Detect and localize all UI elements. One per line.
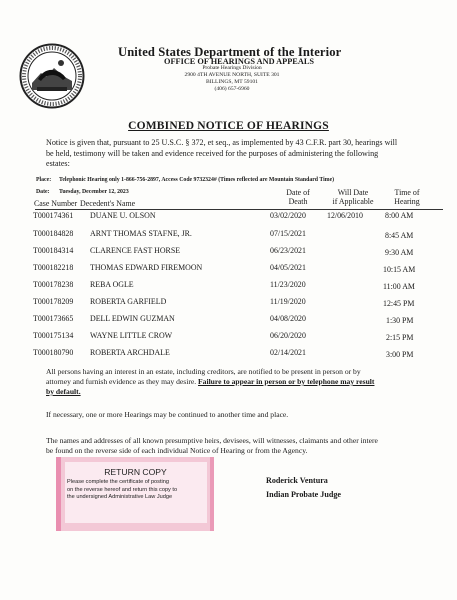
date-of-death: 11/23/2020	[270, 280, 306, 289]
decedent-name: ROBERTA ARCHDALE	[90, 348, 170, 357]
interested-persons-paragraph	[46, 367, 451, 397]
date-label: Date:	[36, 189, 50, 195]
default-warning: Failure to appear in person or by telephone may result	[198, 377, 375, 386]
judge-name: Roderick Ventura	[266, 476, 328, 485]
will-date: 12/06/2010	[327, 211, 363, 220]
header-will-date-line2: if Applicable	[332, 197, 374, 206]
judge-title: Indian Probate Judge	[266, 490, 341, 499]
date-of-death: 03/02/2020	[270, 211, 306, 220]
stamp-title: RETURN COPY	[104, 467, 167, 477]
para-line: The names and addresses of all known presumptive heirs, devisees, will witnesses, claimants and other intere	[46, 436, 378, 445]
notice-line: estates:	[46, 159, 70, 169]
decedent-name: DUANE U. OLSON	[90, 211, 156, 220]
header-will-date	[320, 188, 386, 206]
hearing-time: 9:30 AM	[385, 248, 414, 257]
office-phone: (406) 657-6960	[214, 86, 250, 92]
department-seal-logo	[19, 43, 85, 109]
hearing-place	[36, 177, 334, 183]
hearing-time: 2:15 PM	[386, 333, 414, 342]
hearing-time: 12:45 PM	[383, 299, 415, 308]
address-line-2: BILLINGS, MT 59101	[206, 79, 258, 85]
notice-line: Notice is given that, pursuant to 25 U.S.C. § 372, et seq., as implemented by 43 C.F.R. part 30, hearings will	[46, 138, 398, 147]
table-header-rule	[35, 209, 443, 210]
decedent-name: REBA OGLE	[90, 280, 134, 289]
case-number: T000178238	[33, 280, 74, 289]
department-name: United States Department of the Interior	[118, 45, 342, 59]
decedent-name: THOMAS EDWARD FIREMOON	[90, 263, 203, 272]
office-name: OFFICE OF HEARINGS AND APPEALS	[164, 57, 314, 66]
return-copy-stamp	[56, 457, 214, 531]
heirs-paragraph	[46, 436, 457, 456]
header-date-of-death	[268, 188, 328, 206]
header-date-of-death-line1: Date of	[286, 188, 310, 197]
place-value: Telephonic Hearing only 1-866-756-2897, Access Code 9732324# (Times reflected are Mountain Standard Time)	[59, 177, 335, 183]
case-number: T000182218	[33, 263, 74, 272]
address-line-1: 2900 4TH AVENUE NORTH, SUITE 301	[184, 72, 280, 78]
decedent-name: CLARENCE FAST HORSE	[90, 246, 181, 255]
header-case-number: Case Number	[34, 199, 78, 208]
date-of-death: 11/19/2020	[270, 297, 306, 306]
division-name: Probate Hearings Division	[202, 65, 262, 71]
date-of-death: 04/05/2021	[270, 263, 306, 272]
hearing-time: 3:00 PM	[386, 350, 414, 359]
header-decedent-name: Decedent's Name	[80, 199, 136, 208]
notice-paragraph	[46, 138, 441, 170]
hearing-date	[36, 189, 129, 195]
hearing-time: 8:00 AM	[385, 211, 414, 220]
date-value: Tuesday, December 12, 2023	[59, 189, 129, 195]
date-of-death: 06/23/2021	[270, 246, 306, 255]
place-label: Place:	[36, 177, 52, 183]
header-will-date-line1: Will Date	[337, 188, 369, 197]
case-number: T000184314	[33, 246, 74, 255]
document-title: COMBINED NOTICE OF HEARINGS	[128, 120, 329, 132]
decedent-name: ARNT THOMAS STAFNE, JR.	[90, 229, 192, 238]
stamp-line: the undersigned Administrative Law Judge	[67, 494, 173, 501]
date-of-death: 06/20/2020	[270, 331, 306, 340]
header-date-of-death-line2: Death	[288, 197, 308, 206]
stamp-instructions	[67, 479, 213, 502]
hearing-time: 11:00 AM	[383, 282, 415, 291]
stamp-line: Please complete the certificate of posting	[67, 479, 169, 485]
date-of-death: 02/14/2021	[270, 348, 306, 357]
case-number: T000175134	[33, 331, 74, 340]
para-line	[46, 377, 451, 387]
date-of-death: 04/08/2020	[270, 314, 306, 323]
header-time-of-hearing	[380, 188, 434, 206]
header-time-of-hearing-line2: Hearing	[394, 197, 420, 206]
case-number: T000178209	[33, 297, 74, 306]
default-warning-end: by default.	[46, 387, 81, 396]
decedent-name: ROBERTA GARFIELD	[90, 297, 167, 306]
para-line: All persons having an interest in an estate, including creditors, are notified to be present in person or by	[46, 367, 361, 376]
hearing-time: 10:15 AM	[383, 265, 416, 274]
notice-line: be held, testimony will be taken and evidence received for the purposes of administering the following	[46, 148, 379, 158]
decedent-name: WAYNE LITTLE CROW	[90, 331, 173, 340]
para-line: be found on the reverse side of each individual Notice of Hearing or from the Agency.	[46, 446, 308, 455]
decedent-name: DELL EDWIN GUZMAN	[90, 314, 175, 323]
hearing-time: 8:45 AM	[385, 231, 414, 240]
header-time-of-hearing-line1: Time of	[394, 188, 420, 197]
case-number: T000174361	[33, 211, 74, 220]
case-number: T000184828	[33, 229, 74, 238]
date-of-death: 07/15/2021	[270, 229, 306, 238]
hearing-time: 1:30 PM	[386, 316, 414, 325]
case-number: T000173665	[33, 314, 74, 323]
stamp-line: on the reverse hereof and return this copy to	[67, 486, 178, 493]
continuance-paragraph: If necessary, one or more Hearings may be continued to another time and place.	[46, 410, 289, 419]
para-text: attorney and furnish evidence as they may desire.	[46, 377, 199, 386]
case-number: T000180790	[33, 348, 74, 357]
